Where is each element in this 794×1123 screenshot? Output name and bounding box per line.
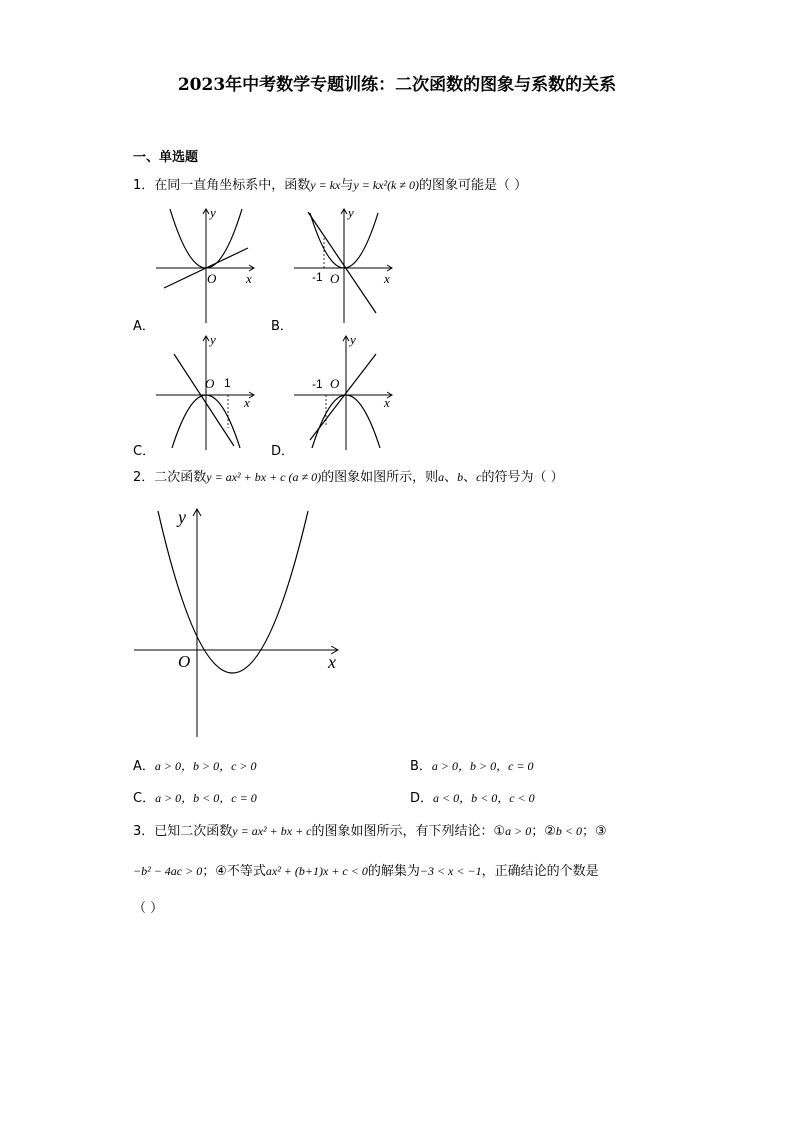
question-2 <box>133 468 564 487</box>
q2-graph-y-label: y <box>178 507 186 527</box>
graph-d-tick-label: -1 <box>312 377 323 391</box>
q1-option-c-label[interactable]: C． <box>133 444 156 459</box>
graph-c-x-label: x <box>244 395 250 410</box>
graph-c-y-label: y <box>210 332 216 347</box>
q3-number: 3． <box>133 824 155 839</box>
q1-graph-a <box>150 205 260 325</box>
q3-formula: y = ax² + bx + c <box>232 824 312 838</box>
q2-graph-x-label: x <box>328 652 336 672</box>
graph-d-x-label: x <box>384 395 390 410</box>
q2-option-d[interactable] <box>410 787 535 806</box>
graph-a-x-label: x <box>246 271 252 286</box>
q1-option-d-label[interactable]: D． <box>271 444 295 459</box>
q3-conclusion-3: −b² − 4ac > 0 <box>133 864 203 878</box>
q2-option-d-label: D． <box>410 791 434 806</box>
graph-b-origin-label: O <box>330 271 340 286</box>
q3-text-pre: 已知二次函数 <box>154 824 233 839</box>
q3-sep-2: ；③ <box>582 824 607 839</box>
q3-sep-1: ；② <box>531 824 556 839</box>
graph-b-tick-label: -1 <box>312 270 323 284</box>
q2-sep-2: 、 <box>463 470 477 485</box>
q2-graph <box>130 505 345 740</box>
q2-option-b-label: B． <box>410 759 432 774</box>
section-heading: 一、单选题 <box>133 150 199 165</box>
q2-var-b: b <box>457 470 464 484</box>
q1-text-pre: 在同一直角坐标系中，函数 <box>154 178 311 193</box>
q1-option-b-label[interactable]: B． <box>271 319 293 334</box>
q2-option-b-text: a > 0，b > 0，c = 0 <box>431 759 534 773</box>
q2-option-c-label: C． <box>133 791 156 806</box>
graph-b-y-label: y <box>348 205 354 220</box>
q2-var-a: a <box>438 470 445 484</box>
graph-d-y-label: y <box>350 332 356 347</box>
q3-text-a: ；④不等式 <box>202 864 266 879</box>
q2-var-c: c <box>476 470 482 484</box>
q2-option-a-label: A． <box>133 759 155 774</box>
q3-inequality: ax² + (b+1)x + c < 0 <box>265 864 368 878</box>
graph-c-origin-label: O <box>205 376 215 391</box>
q2-text-tail: 的符号为（ ） <box>481 470 564 485</box>
q3-text-b: 的解集为 <box>367 864 420 879</box>
graph-a-origin-label: O <box>207 271 217 286</box>
q3-conclusion-2: b < 0 <box>555 824 583 838</box>
q1-text-post: 的图象可能是（ ） <box>418 178 528 193</box>
q2-option-a[interactable] <box>133 755 257 774</box>
q3-conclusion-1: a > 0 <box>505 824 532 838</box>
graph-a-y-label: y <box>210 205 216 220</box>
q1-text-mid: 与 <box>340 178 354 193</box>
q3-text-c: ，正确结论的个数是 <box>481 864 599 879</box>
q2-formula: y = ax² + bx + c (a ≠ 0) <box>206 470 322 484</box>
q3-answer-bracket: （ ） <box>133 901 164 916</box>
q1-option-a-label[interactable]: A． <box>133 319 155 334</box>
graph-d-origin-label: O <box>330 376 340 391</box>
question-1 <box>133 176 527 195</box>
q3-text-post: 的图象如图所示，有下列结论：① <box>311 824 506 839</box>
q2-graph-origin-label: O <box>178 652 191 671</box>
question-3-line-2 <box>133 862 599 881</box>
q3-solution: −3 < x < −1 <box>419 864 482 878</box>
q2-sep-1: 、 <box>444 470 458 485</box>
q1-graph-b <box>288 205 398 325</box>
q2-option-c-text: a > 0，b < 0，c = 0 <box>155 791 257 805</box>
page-title: 2023年中考数学专题训练：二次函数的图象与系数的关系 <box>177 75 617 95</box>
q2-text-pre: 二次函数 <box>154 470 207 485</box>
q1-formula-1: y = kx <box>310 178 341 192</box>
q1-formula-2: y = kx²(k ≠ 0) <box>353 178 419 192</box>
q2-option-a-text: a > 0，b > 0，c > 0 <box>154 759 257 773</box>
q2-number: 2． <box>133 470 155 485</box>
question-3-line-1 <box>133 822 607 841</box>
q2-text-post: 的图象如图所示，则 <box>321 470 439 485</box>
graph-b-x-label: x <box>384 271 390 286</box>
graph-c-tick-label: 1 <box>224 376 231 390</box>
q1-graph-c <box>150 330 260 450</box>
q1-graph-d <box>288 330 398 450</box>
q2-option-d-text: a < 0，b < 0，c < 0 <box>433 791 535 805</box>
q2-option-b[interactable] <box>410 755 534 774</box>
q1-number: 1． <box>133 178 155 193</box>
q2-option-c[interactable] <box>133 787 257 806</box>
